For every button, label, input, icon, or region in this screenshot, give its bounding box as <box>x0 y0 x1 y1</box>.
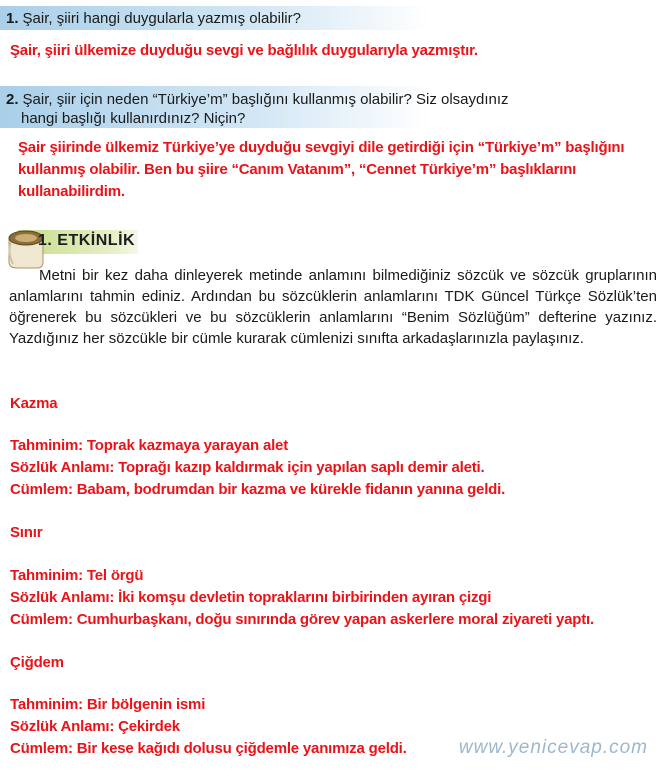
question-1-text: Şair, şiiri hangi duygularla yazmış olabilir? <box>22 10 301 27</box>
word-1-guess: Tahminim: Toprak kazmaya yarayan alet <box>10 437 288 454</box>
answer-2-line3: kullanabilirdim. <box>18 183 125 200</box>
word-1-meaning: Sözlük Anlamı: Toprağı kazıp kaldırmak için yapılan saplı demir aleti. <box>10 459 485 476</box>
word-1-title: Kazma <box>10 395 58 412</box>
word-1-sentence: Cümlem: Babam, bodrumdan bir kazma ve kürekle fidanın yanına geldi. <box>10 481 506 498</box>
question-1 <box>6 9 301 28</box>
question-2-line2: hangi başlığı kullanırdınız? Niçin? <box>21 110 246 127</box>
word-2-sentence: Cümlem: Cumhurbaşkanı, doğu sınırında görev yapan askerlere moral ziyareti yaptı. <box>10 611 594 628</box>
word-2-meaning: Sözlük Anlamı: İki komşu devletin topraklarını birbirinden ayıran çizgi <box>10 589 492 606</box>
activity-paragraph <box>9 265 657 349</box>
answer-1: Şair, şiiri ülkemize duyduğu sevgi ve bağlılık duygularıyla yazmıştır. <box>10 42 478 59</box>
question-2 <box>6 90 509 128</box>
activity-paragraph-text: Metni bir kez daha dinleyerek metinde anlamını bilmediğiniz sözcük ve sözcük gruplarının anlamlarını tahmin ediniz. Ardından bu sözcüklerin anlamlarını TDK Güncel Türkçe Sözlük’ten öğrenerek bu sözcükleri ve bu sözcüklerin anlamlarını “Benim Sözlüğüm” defterine yazınız. Yazdığınız her sözcükle bir cümle kurarak cümlenizi sınıfta arkadaşlarınızla paylaşınız. <box>9 267 657 347</box>
activity-label: 1. ETKİNLİK <box>38 232 136 249</box>
answer-2 <box>18 137 624 203</box>
word-3-title: Çiğdem <box>10 654 64 671</box>
word-2-title: Sınır <box>10 524 43 541</box>
watermark: www.yenicevap.com <box>458 737 648 758</box>
question-2-number: 2. <box>6 91 19 108</box>
word-3-meaning: Sözlük Anlamı: Çekirdek <box>10 718 180 735</box>
word-3-guess: Tahminim: Bir bölgenin ismi <box>10 696 206 713</box>
question-1-number: 1. <box>6 10 19 27</box>
question-2-line1: Şair, şiir için neden “Türkiye’m” başlığını kullanmış olabilir? Siz olsaydınız <box>22 91 509 108</box>
word-2-guess: Tahminim: Tel örgü <box>10 567 144 584</box>
answer-2-line1: Şair şiirinde ülkemiz Türkiye’ye duyduğu sevgiyi dile getirdiği için “Türkiye’m” başlığını <box>18 139 625 156</box>
word-3-sentence: Cümlem: Bir kese kağıdı dolusu çiğdemle yanımıza geldi. <box>10 740 407 757</box>
answer-2-line2: kullanmış olabilir. Ben bu şiire “Canım Vatanım”, “Cennet Türkiye’m” başlıklarını <box>18 161 577 178</box>
